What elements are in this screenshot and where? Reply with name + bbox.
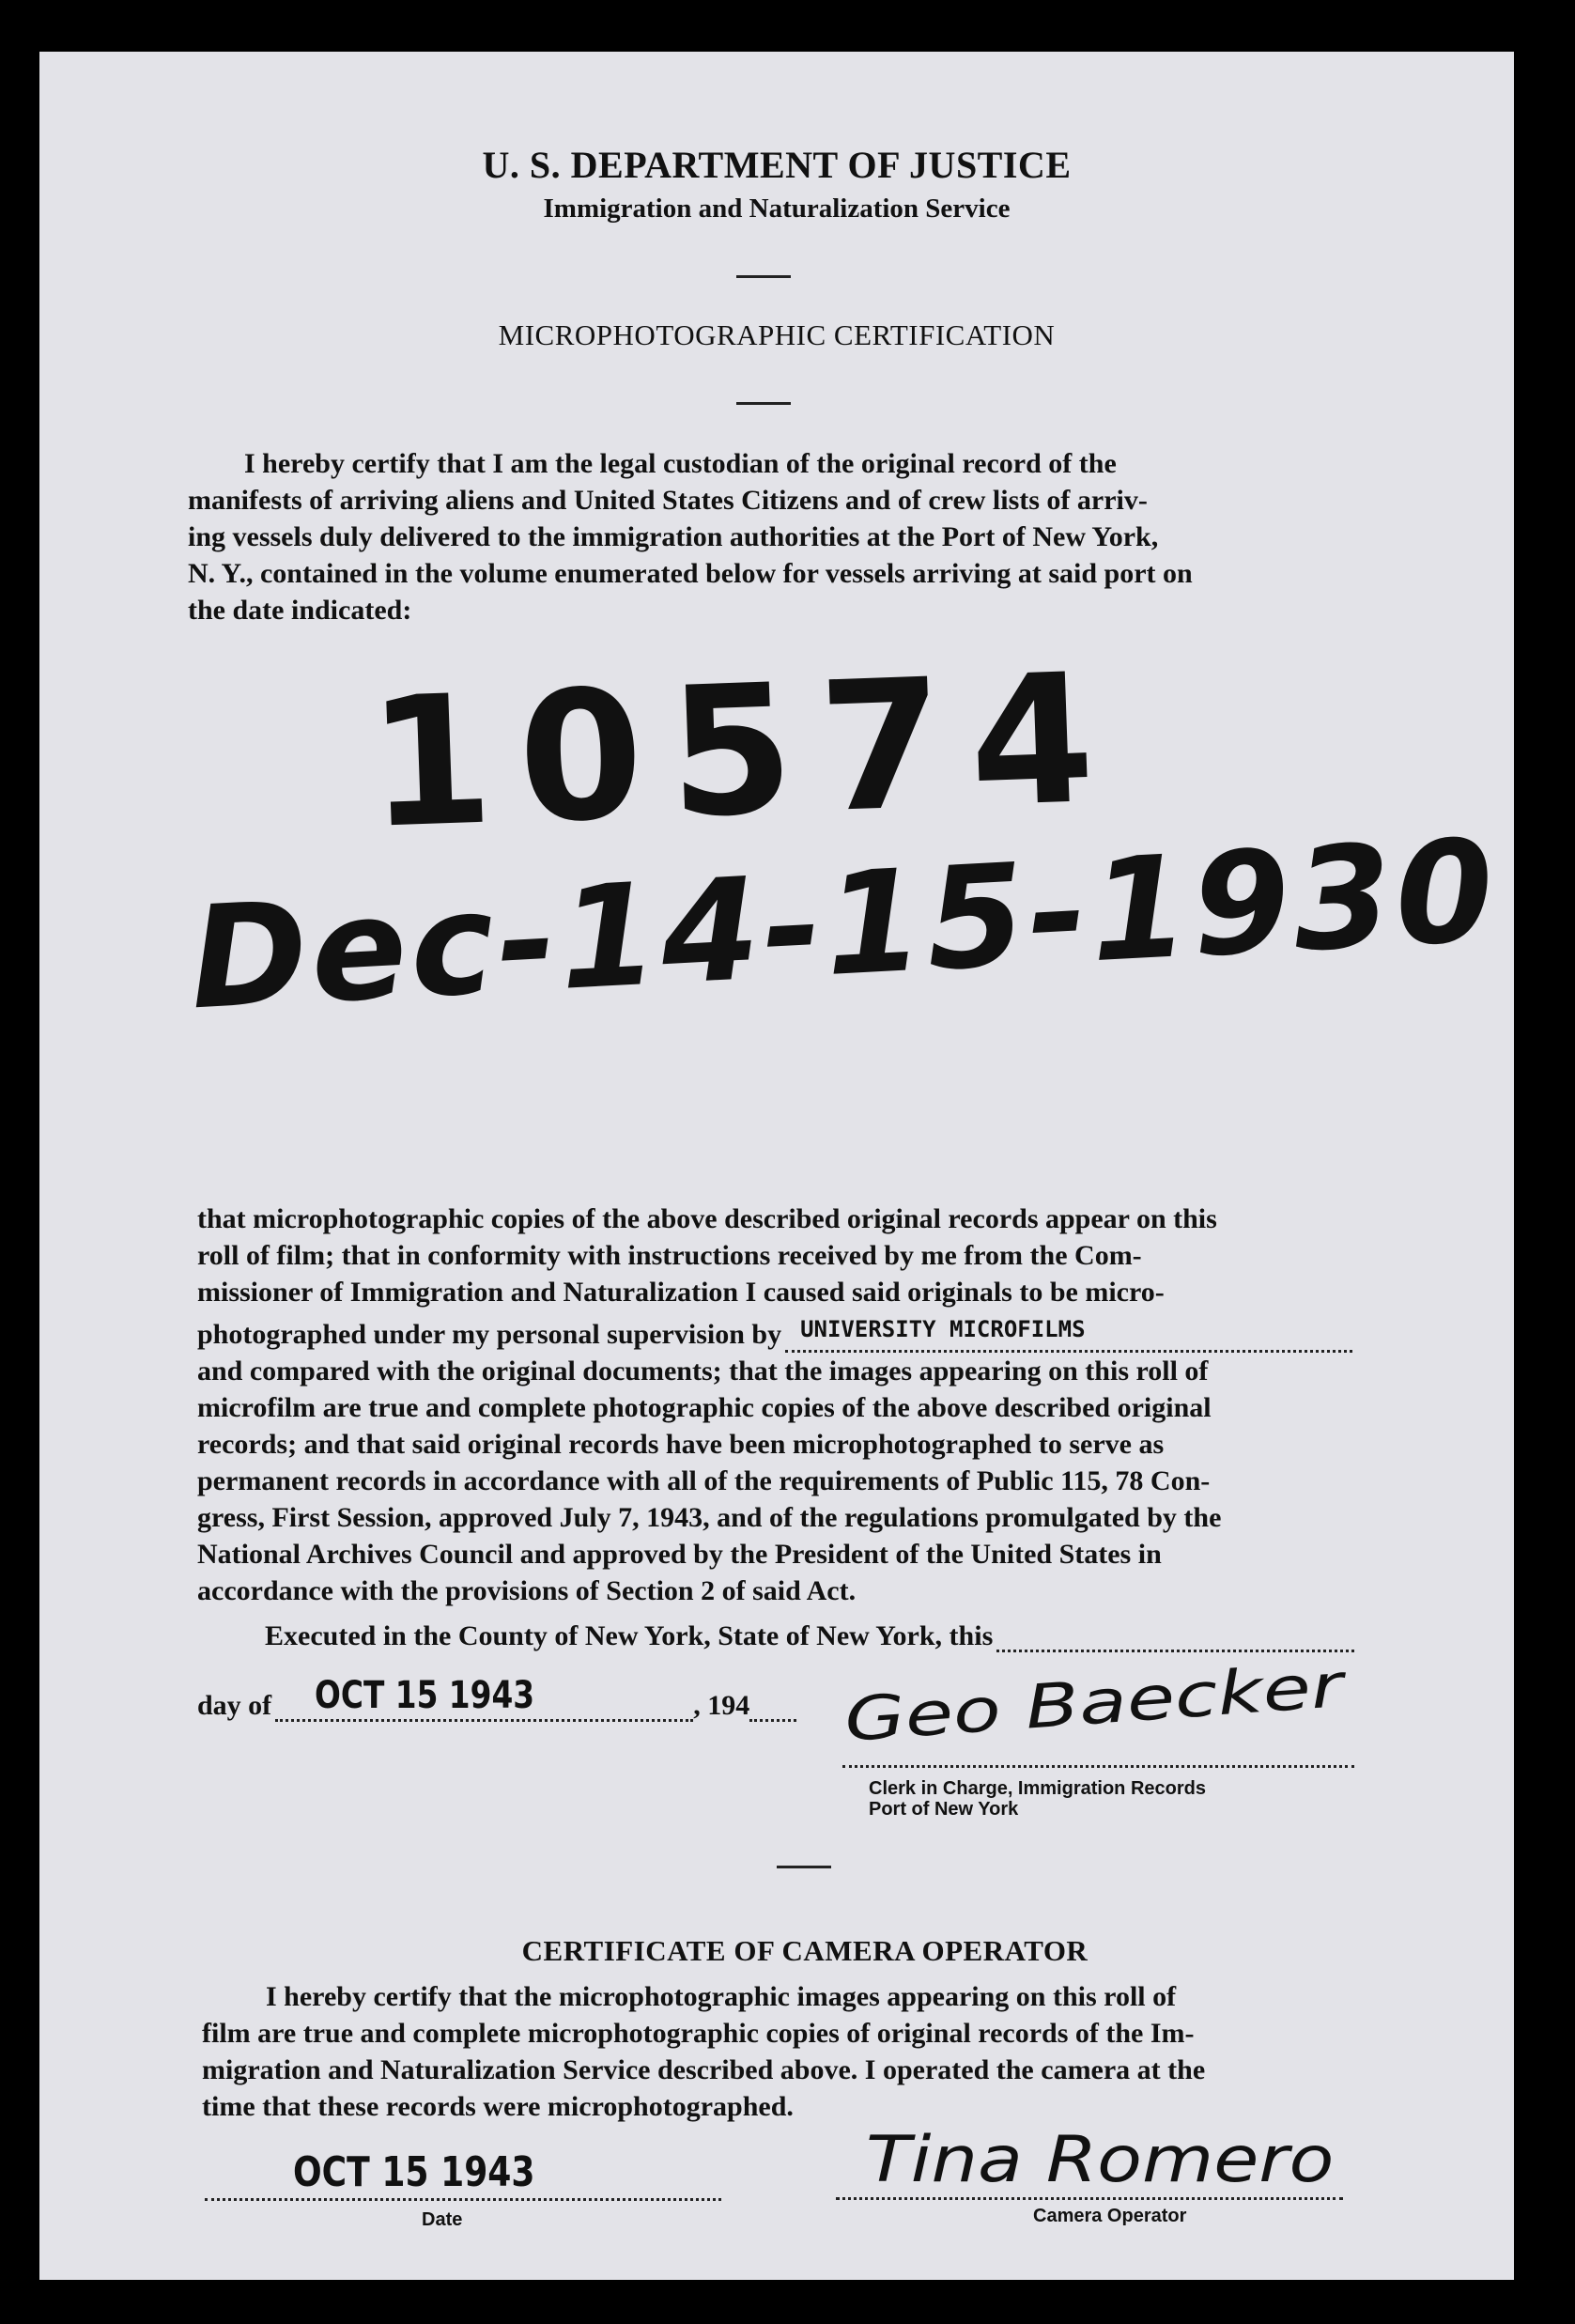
supervision-prefix: photographed under my personal supervision by (197, 1319, 782, 1350)
camera-line: time that these records were microphotographed. (202, 2091, 794, 2122)
date-line (205, 2196, 721, 2201)
form-title: MICROPHOTOGRAPHIC CERTIFICATION (498, 318, 1056, 351)
intro-line: ing vessels duly delivered to the immigration authorities at the Port of New York, (188, 521, 1159, 552)
day-of-label: day of (197, 1690, 272, 1721)
body-line: permanent records in accordance with all of the requirements of Public 115, 78 Con- (197, 1465, 1211, 1496)
date-stamp: OCT 15 1943 (315, 1674, 535, 1717)
clerk-title (869, 1778, 1206, 1820)
operator-label: Camera Operator (1033, 2206, 1187, 2226)
handwritten-volume-number: 10574 (364, 634, 1124, 868)
clerk-signature-line (842, 1763, 1354, 1768)
divider (736, 275, 791, 278)
body-line: gress, First Session, approved July 7, 1943, and of the regulations promulgated by the (197, 1502, 1222, 1533)
body-line: and compared with the original documents; that the images appearing on this roll of (197, 1356, 1209, 1387)
camera-line: I hereby certify that the microphotographic images appearing on this roll of (266, 1981, 1177, 2012)
intro-paragraph (188, 445, 1352, 628)
service-subtitle: Immigration and Naturalization Service (543, 194, 1011, 224)
year-prefix: , 194 (693, 1690, 750, 1721)
executed-text: Executed in the County of New York, State of New York, this (265, 1620, 994, 1651)
divider (777, 1866, 831, 1868)
body-line: roll of film; that in conformity with instructions received by me from the Com- (197, 1240, 1142, 1271)
clerk-title-line: Port of New York (869, 1799, 1019, 1820)
intro-line: manifests of arriving aliens and United States Citizens and of crew lists of arriv- (188, 485, 1148, 516)
body-paragraph (197, 1201, 1352, 1609)
body-line: records; and that said original records have been microphotographed to serve as (197, 1429, 1165, 1460)
body-line: that microphotographic copies of the above described original records appear on this (197, 1203, 1217, 1234)
clerk-title-line: Clerk in Charge, Immigration Records (869, 1778, 1206, 1799)
executed-line (265, 1620, 1354, 1652)
clerk-signature: Geo Baecker (842, 1651, 1346, 1756)
day-of-line (197, 1674, 796, 1722)
department-title: U. S. DEPARTMENT OF JUSTICE (482, 144, 1072, 186)
intro-line: the date indicated: (188, 595, 412, 626)
camera-date-stamp: OCT 15 1943 (293, 2148, 535, 2196)
intro-line: N. Y., contained in the volume enumerated below for vessels arriving at said port on (188, 558, 1193, 589)
handwritten-volume-dates: Dec-14-15-1930 (186, 809, 1502, 1042)
camera-certificate-paragraph (202, 1978, 1362, 2125)
date-label: Date (422, 2209, 463, 2230)
body-line: missioner of Immigration and Naturalization I caused said originals to be micro- (197, 1277, 1165, 1308)
supervisor-name: UNIVERSITY MICROFILMS (800, 1316, 1086, 1342)
supervisor-field (785, 1316, 1352, 1353)
year-field (749, 1693, 796, 1722)
divider (736, 402, 791, 405)
camera-line: film are true and complete microphotographic copies of original records of the Im- (202, 2018, 1195, 2049)
intro-line: I hereby certify that I am the legal custodian of the original record of the (244, 448, 1117, 479)
body-line: accordance with the provisions of Section 2 of said Act. (197, 1575, 857, 1606)
operator-signature-line (836, 2195, 1343, 2200)
camera-line: migration and Naturalization Service described above. I operated the camera at the (202, 2054, 1206, 2085)
supervision-line (197, 1316, 1352, 1353)
camera-certificate-title: CERTIFICATE OF CAMERA OPERATOR (521, 1934, 1089, 1967)
certificate-sheet (39, 52, 1514, 2280)
day-of-field (275, 1674, 693, 1722)
body-line: microfilm are true and complete photographic copies of the above described original (197, 1392, 1212, 1423)
body-line: National Archives Council and approved by the President of the United States in (197, 1539, 1162, 1570)
operator-signature: Tina Romero (866, 2123, 1335, 2197)
executed-day-field (996, 1623, 1354, 1652)
